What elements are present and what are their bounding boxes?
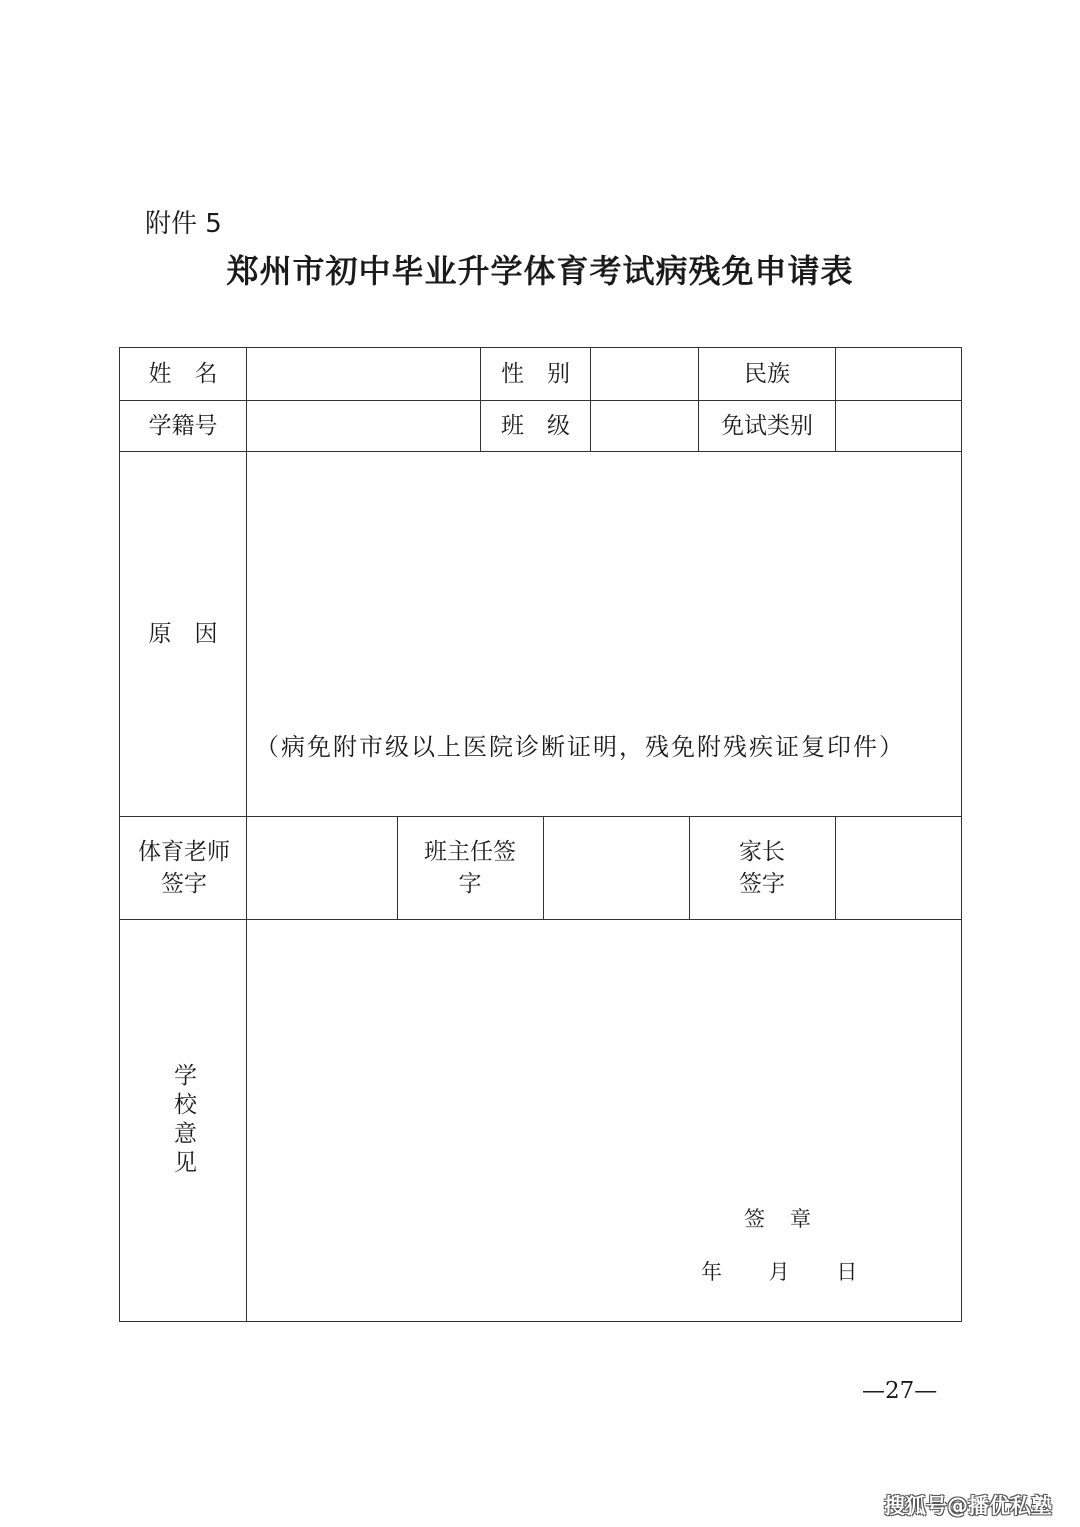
pe-teacher-sign-field[interactable]	[247, 817, 397, 919]
column-divider	[397, 816, 398, 919]
date-line: 年 月 日	[701, 1260, 858, 1284]
reason-note: （病免附市级以上医院诊断证明，残免附残疾证复印件）	[255, 733, 905, 761]
student-id-field[interactable]	[247, 401, 480, 451]
application-form	[119, 347, 962, 1322]
gender-field[interactable]	[591, 348, 698, 400]
school-opinion-label-cell	[120, 920, 246, 1321]
page-number: —27—	[862, 1378, 938, 1404]
pe-teacher-sign-label: 体育老师签字	[138, 839, 230, 897]
head-teacher-sign-field[interactable]	[544, 817, 689, 919]
seal-label: 签 章	[744, 1207, 813, 1231]
reason-label: 原 因	[148, 621, 218, 647]
student-id-label: 学籍号	[148, 413, 218, 439]
column-divider	[689, 816, 690, 919]
school-opinion-field[interactable]	[247, 920, 961, 1180]
gender-label: 性 别	[501, 361, 570, 387]
head-teacher-sign-label: 班主任签字	[424, 839, 516, 897]
form-title: 郑州市初中毕业升学体育考试病残免申请表	[226, 252, 854, 290]
class-field[interactable]	[591, 401, 698, 451]
reason-field[interactable]	[247, 452, 961, 712]
exemption-type-label: 免试类别	[721, 413, 813, 439]
parent-sign-field[interactable]	[836, 817, 961, 919]
ethnicity-label: 民族	[744, 361, 790, 387]
class-label: 班 级	[501, 413, 570, 439]
name-field[interactable]	[247, 348, 480, 400]
school-opinion-label: 学校意见	[170, 1062, 196, 1179]
ethnicity-field[interactable]	[836, 348, 961, 400]
name-label: 姓 名	[148, 361, 218, 387]
exemption-type-field[interactable]	[836, 401, 961, 451]
watermark: 搜狐号@播优私塾	[884, 1494, 1052, 1518]
parent-sign-label: 家长签字	[739, 839, 785, 897]
attachment-label: 附件 5	[145, 209, 222, 239]
